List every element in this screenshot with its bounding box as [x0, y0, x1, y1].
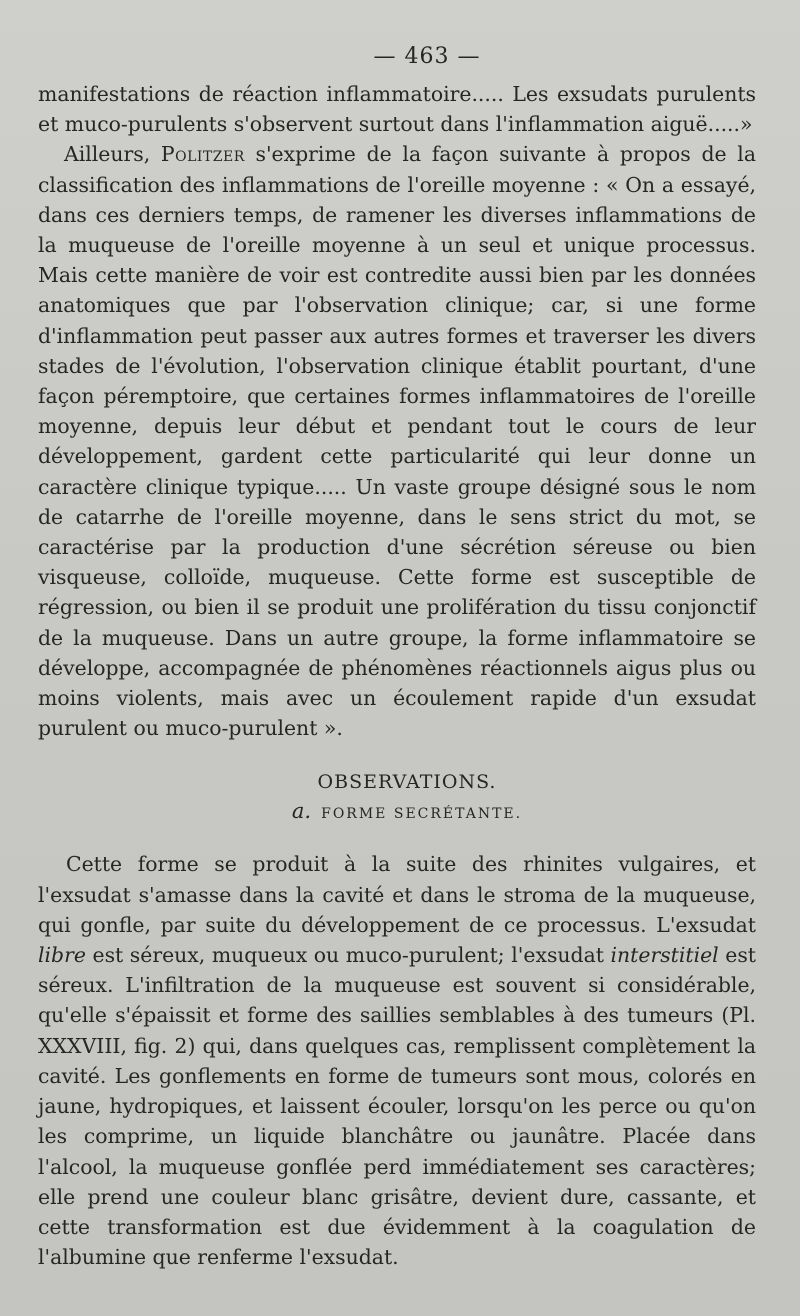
text-part-2: est séreux, muqueux ou muco-purulent; l'exsudat [85, 943, 611, 968]
body-text [38, 79, 756, 743]
subsection-letter: a. [291, 799, 312, 824]
author-name: Politzer [160, 142, 245, 167]
paragraph-rest: s'exprime de la façon suivante à propos de la classification des inflammations de l'oreille moyenne : « On a essayé, dans ces derniers temps, de ramener les diverses inflammations de la muqueuse de l'oreille moyenne à un seul et unique processus. Mais cette manière de voir est contredite aussi bien par les données anatomiques que par l'observation clinique; car, si une forme d'inflammation peut passer aux autres formes et traverser les divers stades de l'évolution, l'observation clinique établit pourtant, d'une façon péremptoire, que certaines formes inflammatoires de l'oreille moyenne, depuis leur début et pendant tout le cours de leur développement, gardent cette particularité qui leur donne un caractère clinique typique..... Un vaste groupe désigné sous le nom de catarrhe de l'oreille moyenne, dans le sens strict du mot, se caractérise par la production d'une sécrétion séreuse ou bien visqueuse, colloïde, muqueuse. Cette forme est susceptible de régression, ou bien il se produit une prolifération du tissu conjonctif de la muqueuse. Dans un autre groupe, la forme inflammatoire se développe, accompagnée de phénomènes réactionnels aigus plus ou moins violents, mais avec un écoulement rapide d'un exsudat purulent ou muco-purulent ». [38, 142, 756, 741]
paragraph-politzer [38, 139, 756, 743]
emphasis-interstitiel: interstitiel [610, 943, 719, 968]
page-number: — 463 — [373, 44, 481, 69]
text-part-3: est séreux. L'infiltration de la muqueuse est souvent si considérable, qu'elle s'épaissit et forme des saillies semblables à des tumeurs (Pl. XXXVIII, fig. 2) qui, dans quelques cas, remplissent complètement la cavité. Les gonflements en forme de tumeurs sont mous, colorés en jaune, hydropiques, et laissent écouler, lorsqu'on les perce ou qu'on les comprime, un liquide blanchâtre ou jaunâtre. Placée dans l'alcool, la muqueuse gonflée perd immédiatement ses caractères; elle prend une couleur blanc grisâtre, devient dure, cassante, et cette transformation est due évidemment à la coagulation de l'albumine que renferme l'exsudat. [38, 943, 756, 1270]
body-text-2 [38, 849, 756, 1272]
paragraph-forme-secretante [38, 849, 756, 1272]
emphasis-libre: libre [38, 943, 86, 968]
paragraph-continuation: manifestations de réaction inflammatoire..... Les exsudats purulents et muco-purulents s'observent surtout dans l'inflammation aiguë.....» [38, 82, 756, 137]
subsection-title [38, 799, 756, 823]
text-part-1: Cette forme se produit à la suite des rhinites vulgaires, et l'exsudat s'amasse dans la cavité et dans le stroma de la muqueuse, qui gonfle, par suite du développement de ce processus. L'exsudat [38, 852, 756, 937]
subsection-label: FORME SECRÉTANTE. [321, 806, 523, 823]
paragraph-start: Ailleurs, [64, 142, 161, 167]
section-title: OBSERVATIONS. [317, 771, 497, 794]
